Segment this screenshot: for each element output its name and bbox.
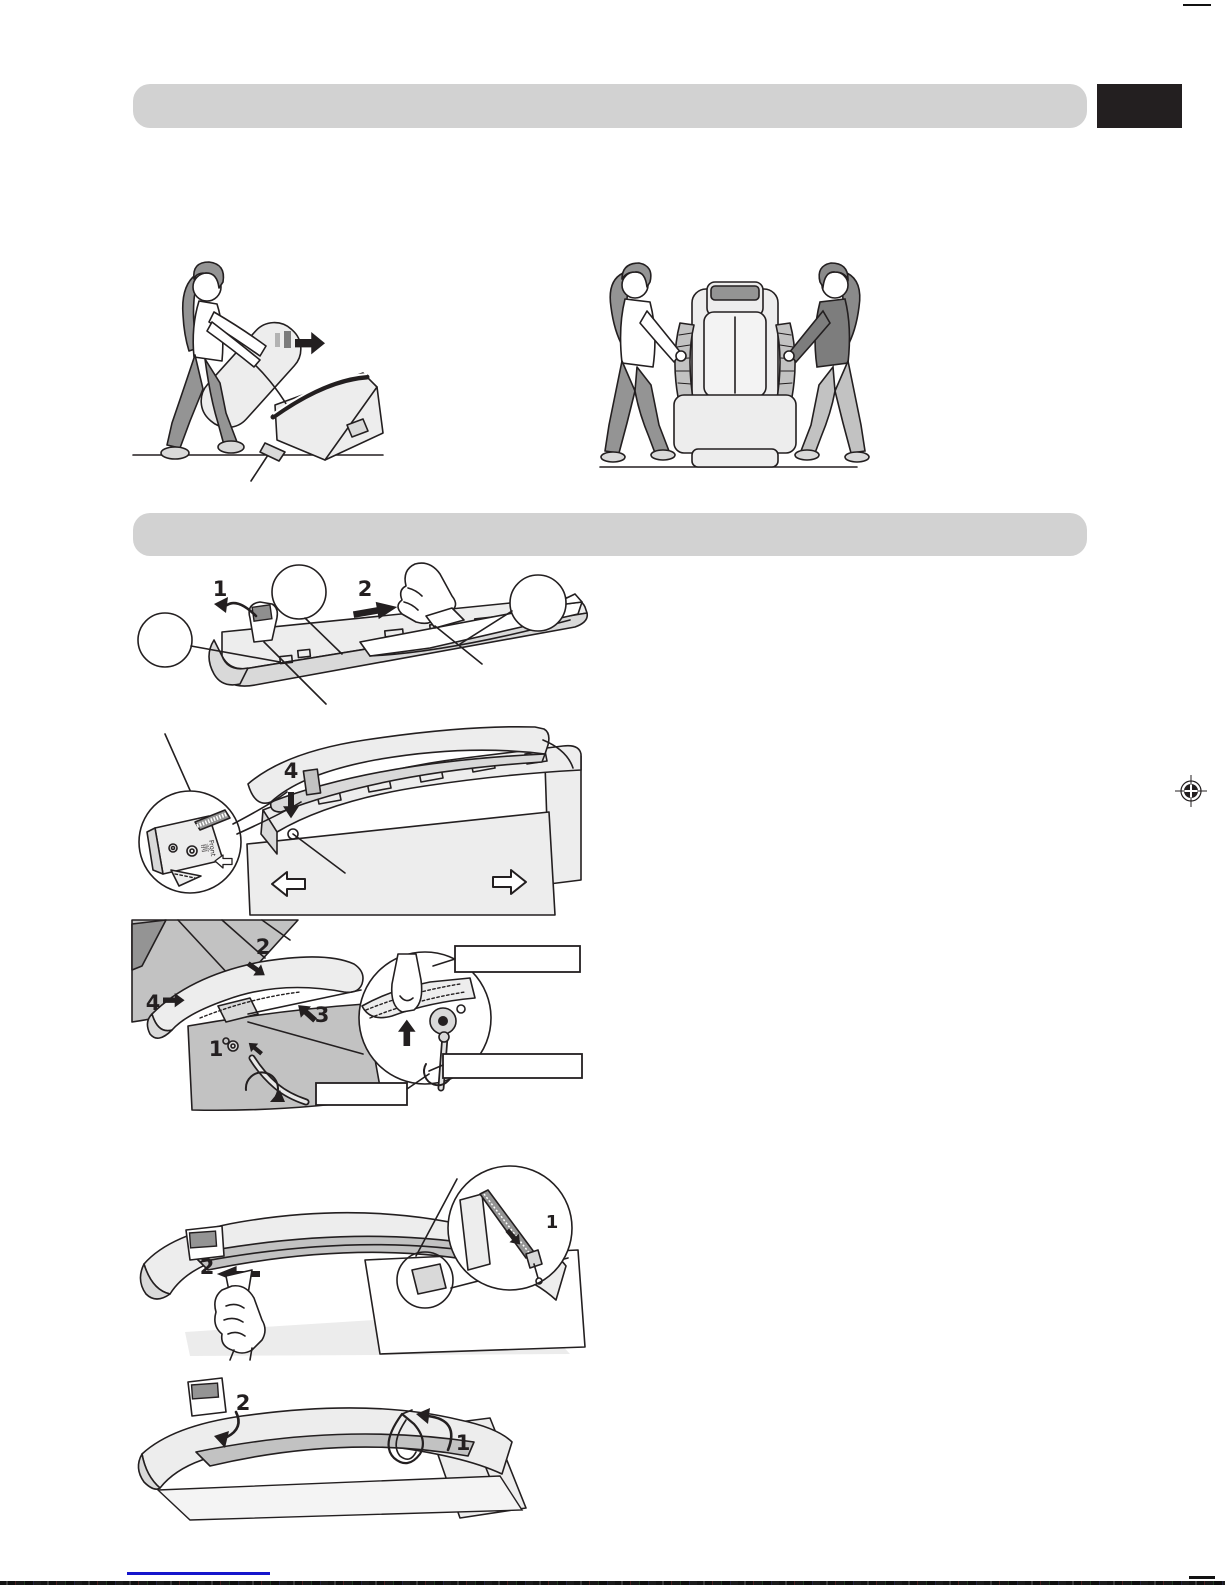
step-4-label: 4 (283, 759, 299, 783)
step-4-label: 4 (145, 991, 161, 1015)
figure-tilt-and-roll (125, 255, 525, 485)
left-armrest (675, 323, 694, 405)
figure-armrest-mount (130, 918, 592, 1113)
label-box-top-right (455, 946, 580, 972)
step-1-label: 1 (212, 577, 228, 601)
front-label-en: Front (207, 839, 217, 857)
footer-blue-rule (127, 1572, 270, 1575)
footer-crop-dash (1189, 1576, 1215, 1579)
figure-armrest-pad-place (135, 712, 585, 915)
massage-chair-front (674, 282, 796, 467)
step-2-label: 2 (199, 1255, 215, 1279)
callout-circle-right (510, 575, 566, 631)
figure-carry-two-people (595, 255, 875, 475)
right-armrest (776, 323, 795, 405)
figure-strap-fold (130, 1358, 530, 1523)
tape-tab (249, 602, 277, 642)
caster-leader-line (251, 455, 268, 481)
front-detail-callout (139, 791, 241, 893)
callout-circle-left (138, 613, 192, 667)
step-2-label: 2 (255, 935, 271, 959)
hand-pulling-sheet (398, 563, 464, 628)
page-edge-tab (1097, 84, 1182, 128)
person-pushing (161, 262, 266, 459)
step-3-label: 3 (314, 1003, 330, 1027)
step-1-label: 1 (545, 1212, 559, 1233)
caster (260, 443, 285, 461)
step-2-label: 2 (357, 577, 373, 601)
section1-heading-bar (133, 84, 1087, 128)
front-label-jp: 前 (198, 843, 210, 854)
figure-zipper-open (130, 1142, 585, 1360)
label-box-bottom-right (443, 1054, 582, 1078)
figure-armrest-pad-tape (130, 556, 590, 708)
step-1-label: 1 (208, 1037, 224, 1061)
section2-heading-bar (133, 513, 1087, 556)
chair-top-panel (247, 812, 555, 915)
zipper-detail-callout (448, 1166, 572, 1290)
scan-edge-noise-strip (0, 1581, 1225, 1585)
callout-circle-middle (272, 565, 326, 619)
step-1-label: 1 (455, 1431, 471, 1455)
velcro-tab-standing (188, 1378, 226, 1416)
step-2-label: 2 (235, 1391, 251, 1415)
registration-mark-icon (1175, 775, 1207, 807)
crop-mark-top-right (1183, 4, 1211, 6)
label-box-bottom-left (316, 1083, 407, 1105)
clip (303, 769, 320, 795)
finger-pressing (392, 954, 422, 1012)
